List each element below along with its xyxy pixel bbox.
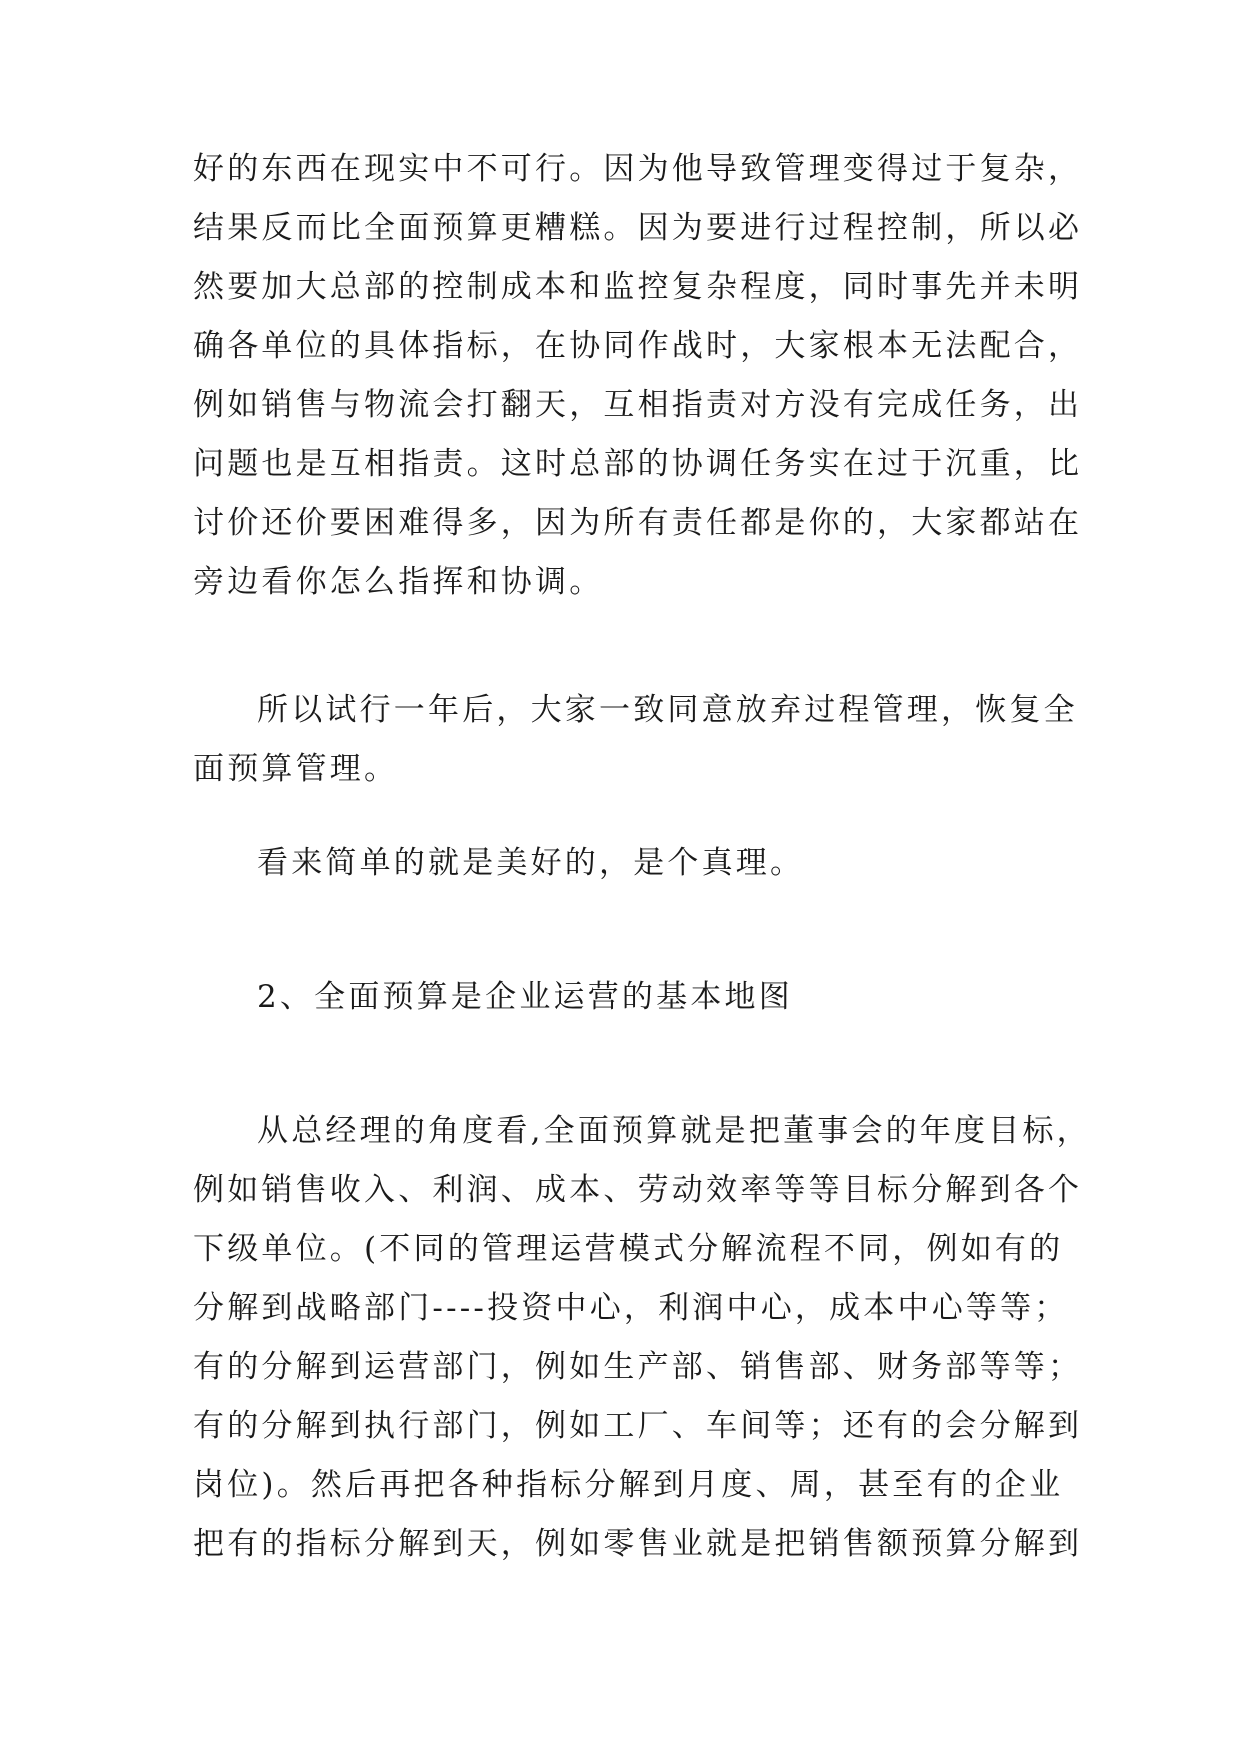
section-heading-text: 2、全面预算是企业运营的基本地图 <box>257 979 793 1015</box>
paragraph-line: 面预算管理。 <box>193 751 399 787</box>
paragraph-line: 有的分解到执行部门，例如工厂、车间等；还有的会分解到 <box>193 1408 1083 1444</box>
paragraph-line: 从总经理的角度看,全面预算就是把董事会的年度目标， <box>257 1113 1091 1149</box>
paragraph-line: 旁边看你怎么指挥和协调。 <box>193 564 604 600</box>
paragraph-line: 把有的指标分解到天，例如零售业就是把销售额预算分解到 <box>193 1526 1083 1562</box>
paragraph-line: 然要加大总部的控制成本和监控复杂程度，同时事先并未明 <box>193 269 1083 305</box>
paragraph-line: 结果反而比全面预算更糟糕。因为要进行过程控制，所以必 <box>193 210 1083 246</box>
paragraph-1 <box>193 140 1083 612</box>
section-heading <box>193 968 1049 1027</box>
paragraph-line: 确各单位的具体指标，在协同作战时，大家根本无法配合， <box>193 328 1083 364</box>
paragraph-line: 好的东西在现实中不可行。因为他导致管理变得过于复杂， <box>193 151 1083 187</box>
paragraph-3 <box>193 834 1049 893</box>
paragraph-line: 所以试行一年后，大家一致同意放弃过程管理，恢复全 <box>257 692 1078 728</box>
paragraph-line: 讨价还价要困难得多，因为所有责任都是你的，大家都站在 <box>193 505 1083 541</box>
paragraph-5 <box>193 1102 1091 1574</box>
paragraph-line: 例如销售收入、利润、成本、劳动效率等等目标分解到各个 <box>193 1172 1083 1208</box>
paragraph-line: 有的分解到运营部门，例如生产部、销售部、财务部等等； <box>193 1349 1083 1385</box>
paragraph-line: 下级单位。(不同的管理运营模式分解流程不同，例如有的 <box>193 1231 1064 1267</box>
paragraph-line: 看来简单的就是美好的，是个真理。 <box>257 845 805 881</box>
paragraph-line: 问题也是互相指责。这时总部的协调任务实在过于沉重，比 <box>193 446 1083 482</box>
paragraph-2 <box>193 681 1078 799</box>
paragraph-line: 分解到战略部门----投资中心，利润中心，成本中心等等； <box>193 1290 1069 1326</box>
paragraph-line: 例如销售与物流会打翻天，互相指责对方没有完成任务，出 <box>193 387 1083 423</box>
paragraph-line: 岗位)。然后再把各种指标分解到月度、周，甚至有的企业 <box>193 1467 1064 1503</box>
